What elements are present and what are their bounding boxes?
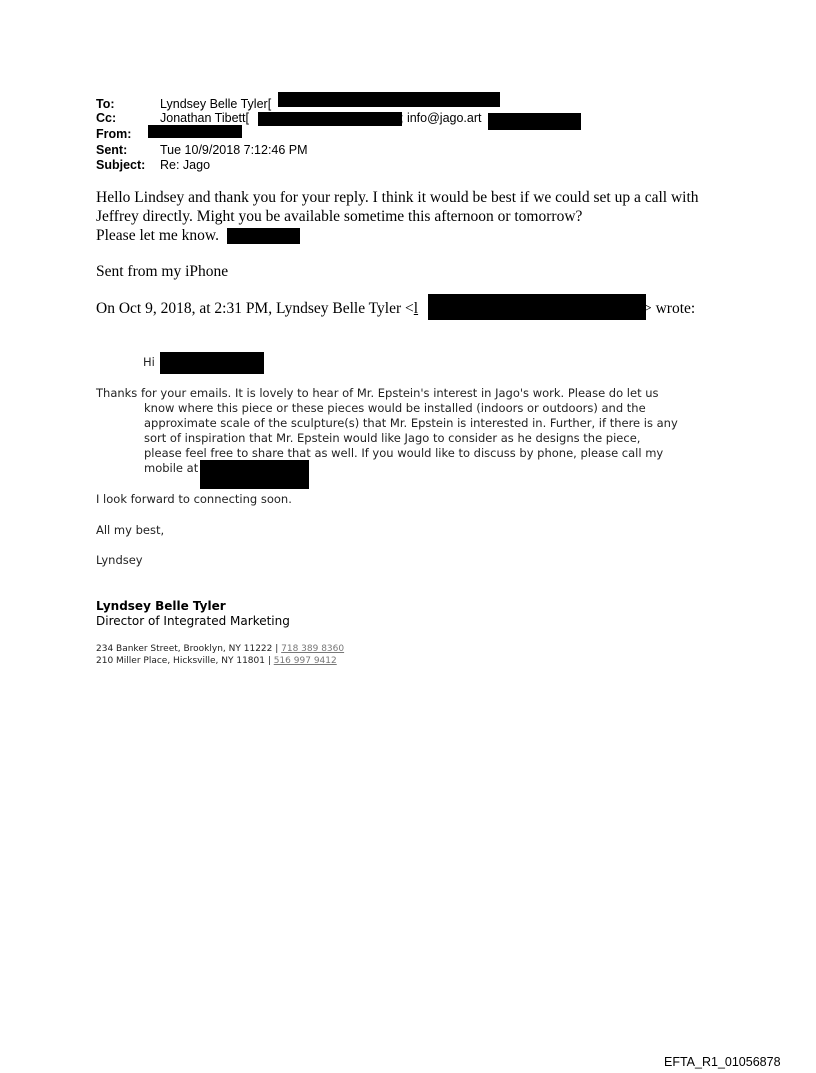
redaction-to-email: [278, 92, 500, 107]
quoted-p1-line-3: approximate scale of the sculpture(s) that Mr. Epstein is interested in. Further, if there is any: [144, 416, 678, 430]
closing-line-2: All my best,: [96, 523, 165, 537]
closing-line-1: I look forward to connecting soon.: [96, 492, 292, 506]
reply-line-2: Jeffrey directly. Might you be available sometime this afternoon or tomorrow?: [96, 208, 583, 225]
quoted-p1-line-6: mobile at: [144, 461, 199, 475]
redaction-quote-email: [428, 294, 646, 320]
closing-line-3: Lyndsey: [96, 553, 143, 567]
redaction-greeting-name: [160, 352, 264, 374]
sent-value: Tue 10/9/2018 7:12:46 PM: [160, 143, 308, 157]
redaction-cc-email: [258, 112, 402, 126]
signature-name: Lyndsey Belle Tyler: [96, 599, 226, 613]
subject-label: Subject:: [96, 158, 146, 172]
quote-intro-post: > wrote:: [643, 300, 696, 317]
redaction-from: [148, 125, 242, 138]
quote-intro-link[interactable]: l: [413, 300, 419, 317]
signature-address-1: [96, 644, 344, 654]
redaction-cc-extra: [488, 113, 581, 130]
quote-intro: [96, 300, 418, 318]
reply-line-3: Please let me know.: [96, 227, 219, 244]
to-value: Lyndsey Belle Tyler[: [160, 97, 272, 111]
redaction-reply-signoff: [227, 228, 300, 244]
signature-title: Director of Integrated Marketing: [96, 614, 290, 628]
subject-value: Re: Jago: [160, 158, 211, 172]
signature-address-2: [96, 656, 337, 666]
document-id: EFTA_R1_01056878: [664, 1055, 781, 1069]
from-label: From:: [96, 127, 132, 141]
quoted-p1-line-4: sort of inspiration that Mr. Epstein would like Jago to consider as he designs the piece,: [144, 431, 641, 445]
quoted-p1-line-2: know where this piece or these pieces would be installed (indoors or outdoors) and the: [144, 401, 646, 415]
quoted-p1-line-1: Thanks for your emails. It is lovely to hear of Mr. Epstein's interest in Jago's work. Please do let us: [96, 386, 659, 400]
cc-value: Jonathan Tibett[: [160, 111, 249, 125]
sent-label: Sent:: [96, 143, 128, 157]
quote-intro-pre: On Oct 9, 2018, at 2:31 PM, Lyndsey Belle Tyler <: [96, 300, 414, 317]
cc-label: Cc:: [96, 111, 117, 125]
cc-value-2: ; info@jago.art: [400, 111, 482, 125]
quoted-greeting: Hi: [143, 355, 155, 369]
reply-line-1: Hello Lindsey and thank you for your reply. I think it would be best if we could set up a call with: [96, 189, 699, 206]
to-label: To:: [96, 97, 115, 111]
phone-link-2[interactable]: 516 997 9412: [273, 656, 337, 666]
quoted-p1-line-5: please feel free to share that as well. If you would like to discuss by phone, please call my: [144, 446, 664, 460]
address-1-text: 234 Banker Street, Brooklyn, NY 11222 |: [96, 644, 282, 654]
redaction-mobile-number: [200, 460, 309, 489]
sent-from-line: Sent from my iPhone: [96, 263, 229, 280]
address-2-text: 210 Miller Place, Hicksville, NY 11801 |: [96, 656, 274, 666]
phone-link-1[interactable]: 718 389 8360: [281, 644, 345, 654]
